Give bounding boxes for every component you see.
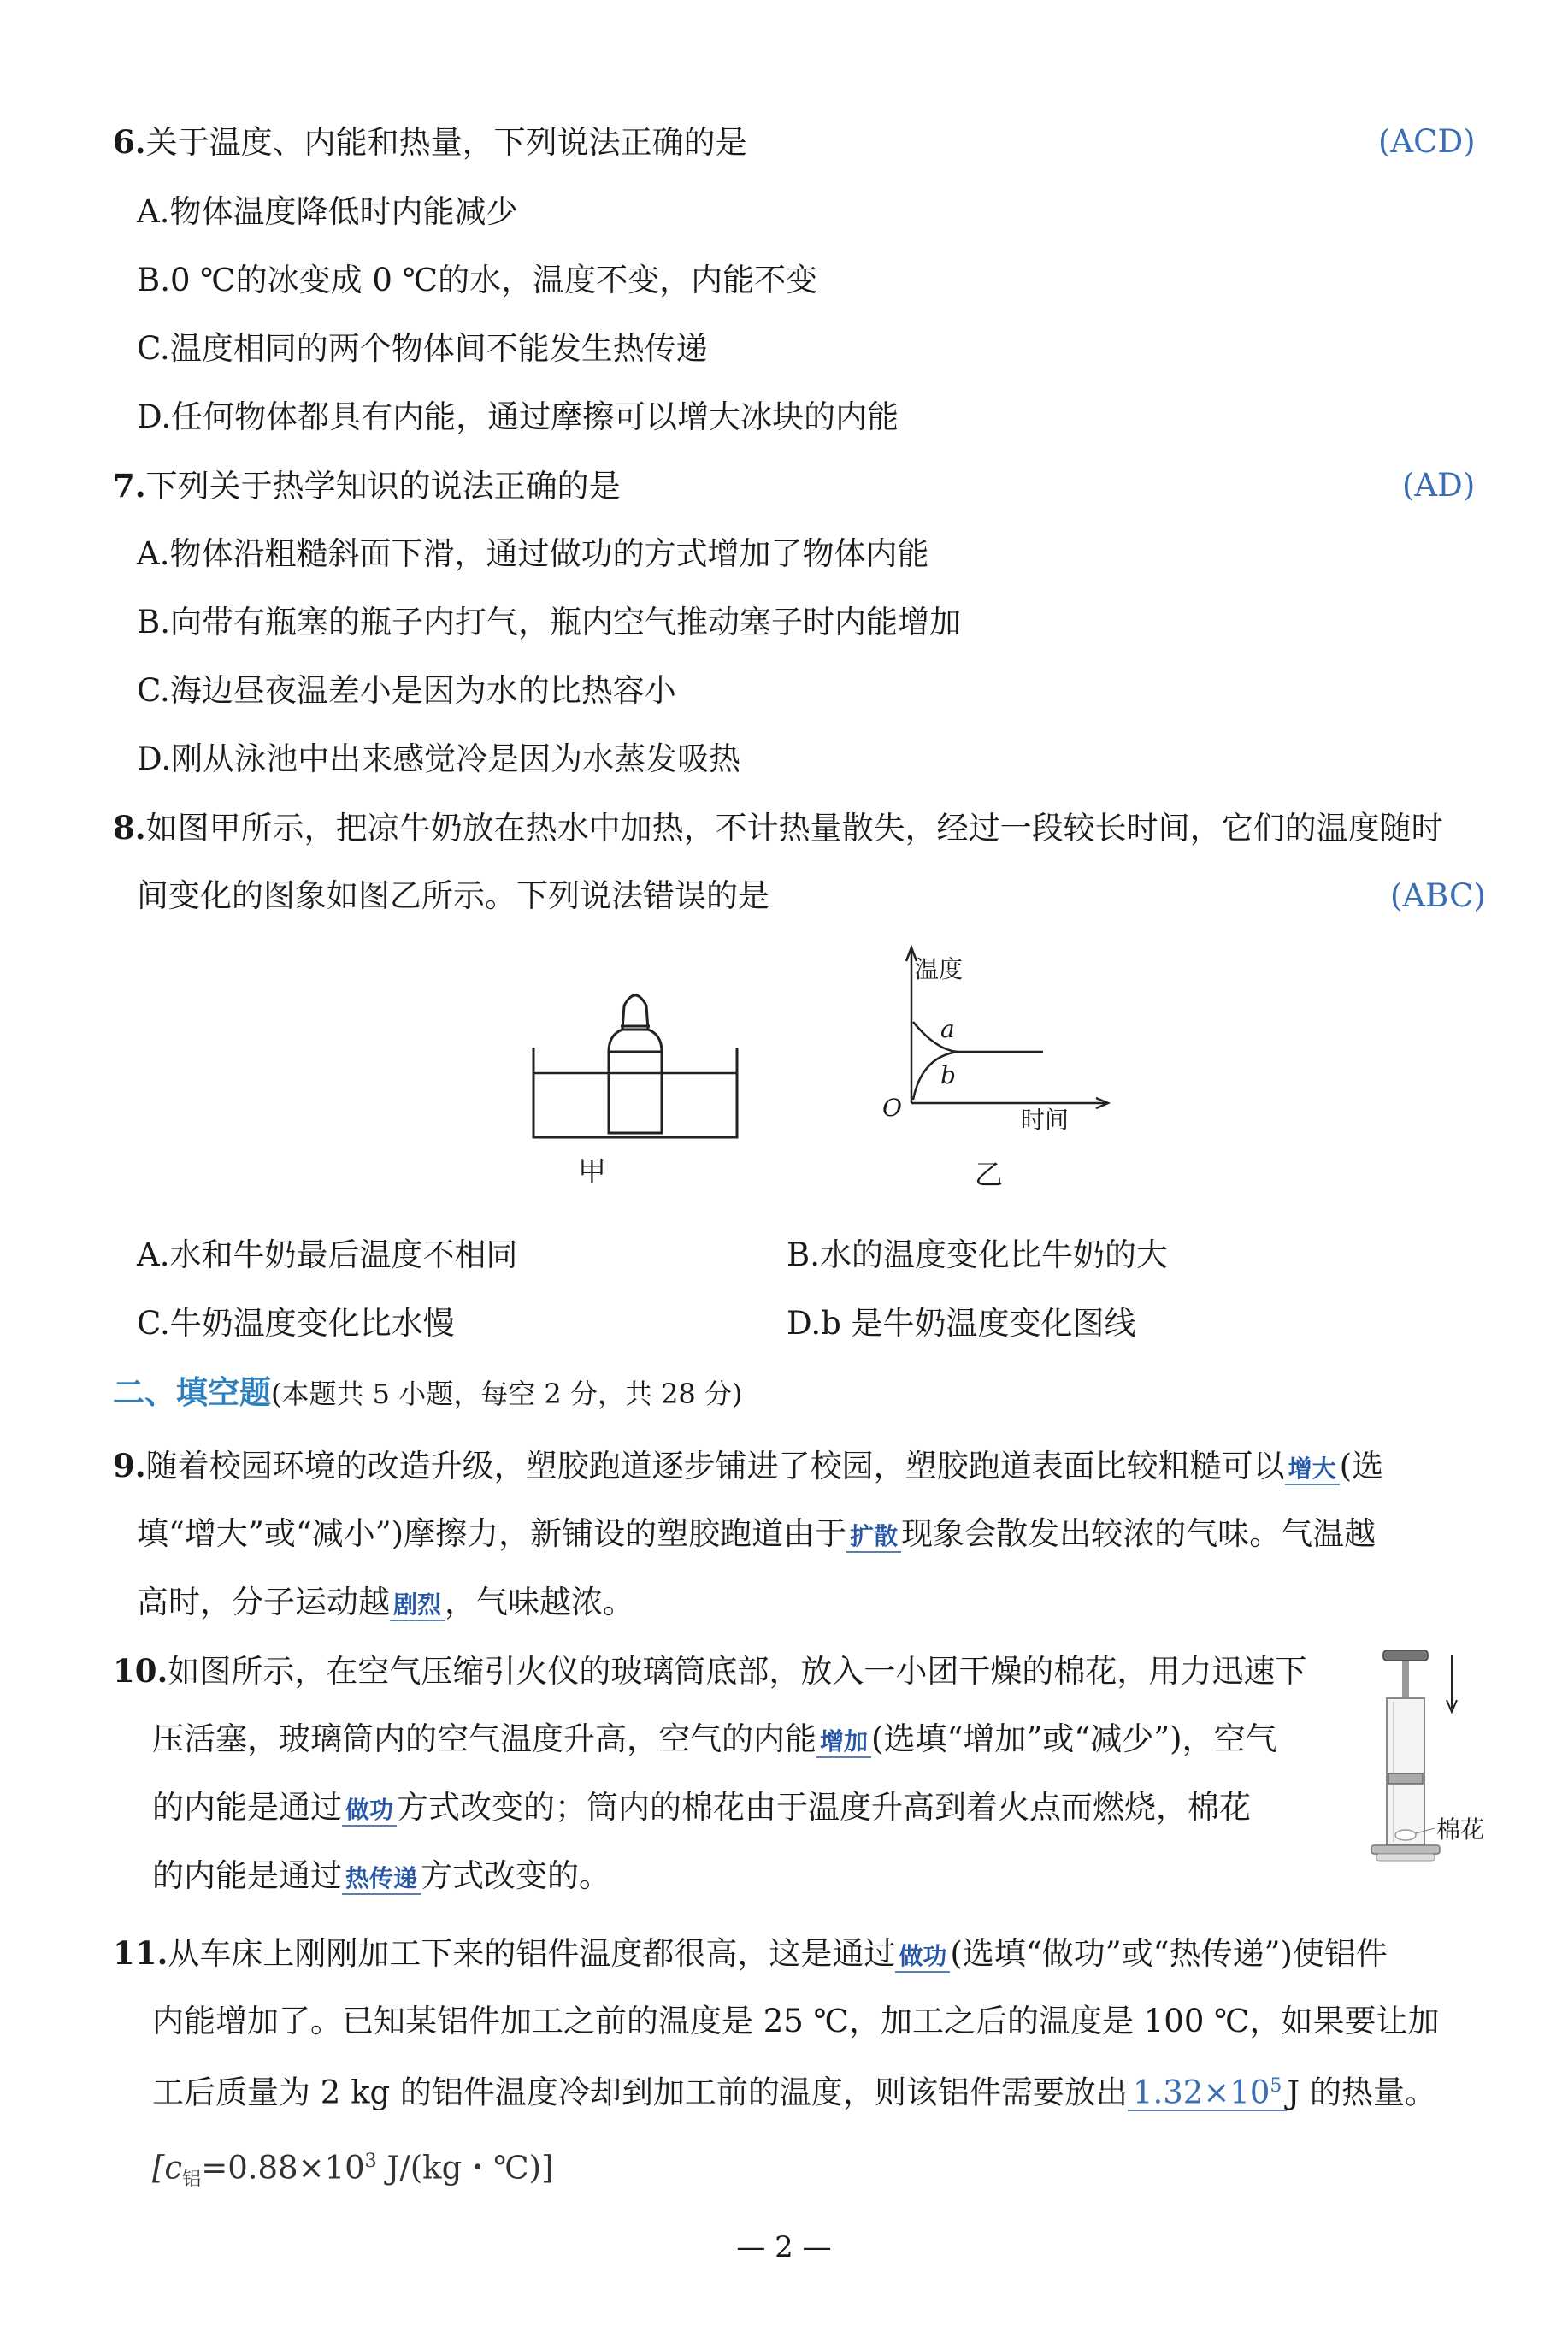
- q10-blank-1: 增加: [816, 1727, 871, 1758]
- bottle-nipple: [622, 995, 648, 1030]
- q11-line2: 内能增加了。已知某铝件加工之前的温度是 25 ℃，加工之后的温度是 100 ℃，如果要让加: [152, 2003, 1440, 2039]
- q9-line3: [137, 1582, 634, 1623]
- graph-y-label: 温度: [915, 955, 964, 983]
- q6-stem: [113, 121, 747, 163]
- q11-blank-2-exponent: 5: [1270, 2075, 1282, 2097]
- q10-text-2b: (选填“增加”或“减少”)，空气: [871, 1720, 1277, 1757]
- graph-origin-label: O: [882, 1094, 902, 1122]
- q6-stem-text: 关于温度、内能和热量，下列说法正确的是: [145, 124, 747, 161]
- formula-exponent: 3: [364, 2151, 377, 2172]
- q6-option-d: D.任何物体都具有内能，通过摩擦可以增大冰块的内能: [137, 398, 899, 435]
- q8-option-a: A.水和牛奶最后温度不相同: [137, 1236, 518, 1273]
- q11-line1: [113, 1933, 1388, 1974]
- q11-text-3a: 工后质量为 2 kg 的铝件温度冷却到加工前的温度，则该铝件需要放出: [152, 2074, 1128, 2111]
- q11-blank-2: [1128, 2069, 1287, 2111]
- q11-number: 11.: [113, 1934, 168, 1972]
- q7-option-c: C.海边昼夜温差小是因为水的比热容小: [137, 672, 676, 709]
- q10-blank-3: 热传递: [342, 1864, 421, 1895]
- q10-text-4a: 的内能是通过: [152, 1857, 342, 1894]
- q10-line1: [113, 1650, 1306, 1692]
- figure-a-caption: 甲: [578, 1154, 606, 1188]
- q9-text-1b: (选: [1339, 1448, 1384, 1484]
- syringe-base-foot: [1376, 1854, 1435, 1861]
- curve-a-label: a: [940, 1015, 955, 1043]
- curve-a: [913, 1022, 1043, 1052]
- q9-blank-1: 增大: [1285, 1455, 1340, 1485]
- q9-text-3b: ，气味越浓。: [445, 1584, 635, 1620]
- q8-option-d: D.b 是牛奶温度变化图线: [787, 1305, 1136, 1342]
- q7-answer: (AD): [1402, 467, 1476, 504]
- q10-line2: [152, 1719, 1277, 1760]
- q7-option-d: D.刚从泳池中出来感觉冷是因为水蒸发吸热: [137, 741, 741, 777]
- q9-blank-3: 剧烈: [390, 1591, 445, 1621]
- curve-b-label: b: [940, 1061, 956, 1089]
- cotton-label: 棉花: [1436, 1815, 1485, 1844]
- q8-stem-text-1: 如图甲所示，把凉牛奶放在热水中加热，不计热量散失，经过一段较长时间，它们的温度随时: [145, 810, 1443, 847]
- piston-knob: [1383, 1650, 1428, 1661]
- figure-b-caption: 乙: [975, 1158, 1003, 1191]
- beaker-outline: [533, 1048, 737, 1137]
- q10-text-4b: 方式改变的。: [421, 1857, 611, 1894]
- q10-text-2a: 压活塞，玻璃筒内的空气温度升高，空气的内能: [152, 1720, 816, 1757]
- graph-x-label: 时间: [1021, 1106, 1070, 1134]
- figure-temperature-graph: [882, 941, 1111, 1146]
- q10-text-3a: 的内能是通过: [152, 1789, 342, 1826]
- q11-blank-1: 做功: [895, 1942, 950, 1973]
- section-2-heading: [113, 1372, 742, 1414]
- q6-option-c: C.温度相同的两个物体间不能发生热传递: [137, 330, 708, 367]
- q8-option-c: C.牛奶温度变化比水慢: [137, 1305, 455, 1342]
- q10-text-1: 如图所示，在空气压缩引火仪的玻璃筒底部，放入一小团干燥的棉花，用力迅速下: [168, 1653, 1307, 1690]
- q9-line2: [137, 1514, 1376, 1555]
- formula-unit: J/(kg・℃)]: [376, 2149, 554, 2187]
- section-2-title: 二、填空题: [113, 1373, 271, 1411]
- q8-stem-line1: [113, 807, 1443, 849]
- q8-answer: (ABC): [1390, 877, 1486, 914]
- bottle-shoulder: [609, 1030, 662, 1052]
- page-number: — 2 —: [736, 2230, 832, 2264]
- q9-text-2b: 现象会散发出较浓的气味。气温越: [901, 1515, 1376, 1552]
- q9-line1: [113, 1445, 1383, 1487]
- q9-text-2a: 填“增大”或“减小”)摩擦力，新铺设的塑胶跑道由于: [137, 1515, 847, 1552]
- q11-text-1a: 从车床上刚刚加工下来的铝件温度都很高，这是通过: [168, 1935, 896, 1972]
- q8-number: 8.: [113, 809, 146, 847]
- glass-cylinder: [1387, 1698, 1424, 1845]
- q6-option-b: B.0 ℃的冰变成 0 ℃的水，温度不变，内能不变: [137, 262, 818, 298]
- q7-option-b: B.向带有瓶塞的瓶子内打气，瓶内空气推动塞子时内能增加: [137, 604, 961, 640]
- q7-option-a: A.物体沿粗糙斜面下滑，通过做功的方式增加了物体内能: [137, 535, 929, 572]
- q10-line4: [152, 1856, 610, 1897]
- q6-answer: (ACD): [1378, 123, 1476, 160]
- q9-text-1a: 随着校园环境的改造升级，塑胶跑道逐步铺进了校园，塑胶跑道表面比较粗糙可以: [145, 1448, 1285, 1484]
- q7-number: 7.: [113, 467, 146, 505]
- q11-line3: [152, 2069, 1436, 2113]
- q8-option-b: B.水的温度变化比牛奶的大: [787, 1236, 1168, 1273]
- cotton-ball: [1395, 1830, 1416, 1840]
- q9-number: 9.: [113, 1447, 146, 1484]
- q11-text-1b: (选填“做功”或“热传递”)使铝件: [950, 1935, 1388, 1972]
- milk-bottle: [609, 1052, 662, 1133]
- q10-text-3b: 方式改变的；筒内的棉花由于温度升高到着火点而燃烧，棉花: [397, 1789, 1252, 1826]
- q7-stem-text: 下列关于热学知识的说法正确的是: [145, 468, 621, 505]
- q6-option-a: A.物体温度降低时内能减少: [137, 193, 518, 230]
- piston-disk: [1388, 1773, 1423, 1784]
- syringe-base: [1371, 1845, 1440, 1854]
- q10-line3: [152, 1787, 1251, 1828]
- q11-blank-2-base: 1.32×10: [1132, 2074, 1270, 2111]
- q9-text-3a: 高时，分子运动越: [137, 1584, 390, 1620]
- q9-blank-2: 扩散: [846, 1522, 901, 1553]
- q7-stem: [113, 465, 621, 507]
- section-2-note: (本题共 5 小题，每空 2 分，共 28 分): [271, 1378, 743, 1410]
- q8-stem-line2: 间变化的图象如图乙所示。下列说法错误的是: [137, 877, 769, 914]
- formula-value: =0.88×10: [201, 2149, 365, 2187]
- formula-subscript: 铝: [182, 2169, 202, 2191]
- q6-number: 6.: [113, 123, 146, 161]
- q11-text-3b: J 的热量。: [1287, 2074, 1436, 2111]
- formula-c-symbol: [c: [152, 2149, 183, 2187]
- q10-number: 10.: [113, 1652, 168, 1690]
- q10-blank-2: 做功: [342, 1796, 397, 1827]
- figure-beaker-with-bottle: [513, 966, 769, 1146]
- q11-formula: [152, 2141, 554, 2201]
